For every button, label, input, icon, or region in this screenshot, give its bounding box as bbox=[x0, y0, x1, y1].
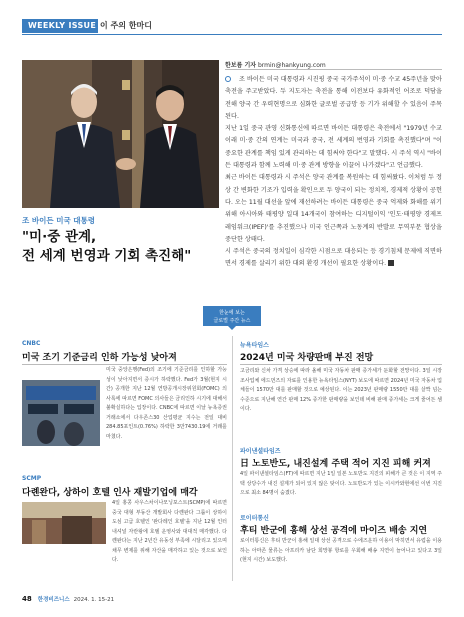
issue-date: 2024. 1. 15-21 bbox=[73, 597, 115, 603]
byline-email: brmin@hankyung.com bbox=[258, 62, 326, 69]
news-title: 다롄완다, 상하이 호텔 인사 재발기업에 매각 bbox=[22, 488, 198, 498]
category-tag: 한눈에 보는 글로벌 주간 뉴스 bbox=[203, 306, 261, 326]
page-number: 48 bbox=[22, 595, 32, 603]
stock-exchange-photo bbox=[22, 380, 100, 446]
news-body: 로이터통신은 후티 반군이 홍해 일대 상선 공격으로 수에즈운하 이용이 막히면서 유럽을 이용하는 아마존 물류는 아프리카 남단 희망봉 항로를 우회해 배송 지연이 늘어나고 있다고 3일(현지 시간) 보도했다. bbox=[240, 538, 442, 563]
article-paragraph-1: 조 바이든 미국 대통령과 시진핑 중국 국가주석이 미·중 수교 45주년을 맞아 축전을 주고받았다. 두 지도자는 축전을 통해 이전보다 유화적인 어조로 덕담을 전해 양국 간 우력현명으로 심화한 글로벌 공급망 등 기가 위해할 수 있음이 주목된다. bbox=[225, 76, 442, 120]
news-title: 日 노토반도, 내진설계 주택 적어 지진 피해 커져 bbox=[240, 459, 431, 469]
article-paragraph-2: 지난 1일 중국 관영 신화통신에 따르면 바이든 대통령은 축전에서 "1979년 수교 이래 미·중 간의 연계는 미국과 중국, 전 세계의 번영과 기회를 촉진했다"며 "이 중요한 관계를 책임 있게 관리하는 데 힘써야 한다"고 말했다. 시 주석 역시 "바이든 대통령과 함께 노력해 미·중 관계 방향을 이끌어 나가겠다"고 언급했다. bbox=[225, 125, 442, 170]
end-mark-icon bbox=[388, 260, 394, 266]
byline-rule bbox=[225, 69, 442, 70]
headline-line-2: 전 세계 번영과 기회 촉진해" bbox=[22, 248, 192, 264]
news-source: 로이터통신 bbox=[240, 515, 269, 522]
byline bbox=[225, 60, 326, 69]
article-paragraph-4: 시 주석은 중국의 정치일이 심각한 시점으로 대응되는 등 경기침체 문제에 직면하면서 경제를 살리기 위한 대외 환경 개선이 필요한 상황이다. bbox=[225, 248, 442, 268]
news-title: 미국 조기 기준금리 인하 가능성 낮아져 bbox=[22, 353, 177, 363]
news-title: 2024년 미국 차량판매 부진 전망 bbox=[240, 353, 374, 363]
column-divider bbox=[232, 336, 233, 581]
news-body: 고금리와 신차 가격 상승에 따라 올해 미국 자동차 판매 증가세가 둔화할 전망이다. 3일 시장조사업체 에드먼즈의 자료를 인용한 뉴욕타임스(NYT) 보도에 따르면 2024년 미국 자동차 업체들이 1570만 대를 판매할 것으로 예상된다. 이는 2023년 판매량 1550만 대를 살짝 넘는 수준으로 지난해 연간 판매 12% 증가한 판매량을 보인데 비해 판매 증가세는 크게 줄어든 셈이다. bbox=[240, 368, 442, 412]
news-body: 미국 중앙은행(Fed)의 조기에 기준금리를 인하할 가능성이 낮아지면서 증시가 하락했다. Fed가 3월(현지 시간) 공개한 지난 12월 연방공개시장위원회(FOMC) 의사록에 따르면 FOMC 의사들은 금리인하 시기에 대해서 불확실하다는 입장이다. CNBC에 따르면 이날 뉴욕증권거래소에서 다우존스30 산업평균 지수는 전일 대비 284.85포인트(0.76%) 하락한 3만7430.19에 거래를 마쳤다. bbox=[106, 367, 227, 440]
paragraph-bullet-icon bbox=[225, 76, 231, 82]
section-title: 이 주의 한마디 bbox=[100, 21, 152, 30]
leaders-handshake-photo bbox=[22, 60, 219, 208]
news-source: SCMP bbox=[22, 475, 42, 482]
headline bbox=[22, 228, 222, 266]
news-source: CNBC bbox=[22, 340, 41, 347]
article-paragraph-3: 최근 바이든 대통령과 시 주석은 양국 관계를 복원하는 데 힘써왔다. 이처럼 두 정상 간 변화한 기조가 입력을 확인으로 두 양국이 되는 정치적, 경제적 상황이 공헌다. 오는 11월 대선을 앞에 재선하려는 바이든 대통령은 중국 억제와 화해를 위기 위해 아시아와 태평양 일대 14개국이 참여하는 디지털이익 '인도·태평양 경제프레임워크(IPEF)'를 추진했으나 미국 인근쪽과 노동계의 반발로 무역부문 협상을 중단한 상태다. bbox=[225, 174, 442, 243]
feature-article bbox=[225, 74, 442, 271]
weekly-issue-badge: WEEKLY ISSUE bbox=[22, 19, 98, 33]
news-source: 파이낸셜타임즈 bbox=[240, 448, 281, 455]
page-footer bbox=[22, 595, 114, 603]
headline-line-1: "미·중 관계, bbox=[22, 229, 97, 245]
headline-kicker: 조 바이든 미국 대통령 bbox=[22, 216, 96, 225]
news-body: 4일 파이낸셜타임스(FT)에 따르면 지난 1일 일본 노토반도 지진의 피해가 큰 것은 이 지역 주택 상당수가 내진 설계가 되어 있지 않은 탓이다. 노토반도가 있는 이시카와현에선 이번 지진으로 최소 84명이 숨졌다. bbox=[240, 471, 442, 496]
news-rule bbox=[22, 364, 227, 365]
byline-author: 한보름 기자 bbox=[225, 62, 257, 69]
news-title: 후티 반군에 홍해 상선 공격에 마이즈 배송 지연 bbox=[240, 526, 428, 536]
header-rule bbox=[22, 34, 442, 35]
news-body: 4일 홍콩 사우스차이나모닝포스트(SCMP)에 따르면 중국 대형 부동산 개발회사 다롄완다 그룹이 상하이 도심 고급 호텔인 '완다레인 호텔'을 지난 12월 인터내셔널 자란왕에 호텔 운영사와 대대적 매각했다. 다롄완다는 지난 2년간 유동성 부족에 시달리고 있으며 채무 변제를 위해 자산을 매각하고 있는 것으로 보인다. bbox=[112, 500, 227, 563]
news-source: 뉴욕타임스 bbox=[240, 342, 269, 349]
category-tag-arrow-icon bbox=[228, 326, 236, 330]
news-rule bbox=[240, 364, 442, 365]
hotel-photo bbox=[22, 502, 106, 544]
magazine-brand: 한경비즈니스 bbox=[37, 597, 70, 603]
